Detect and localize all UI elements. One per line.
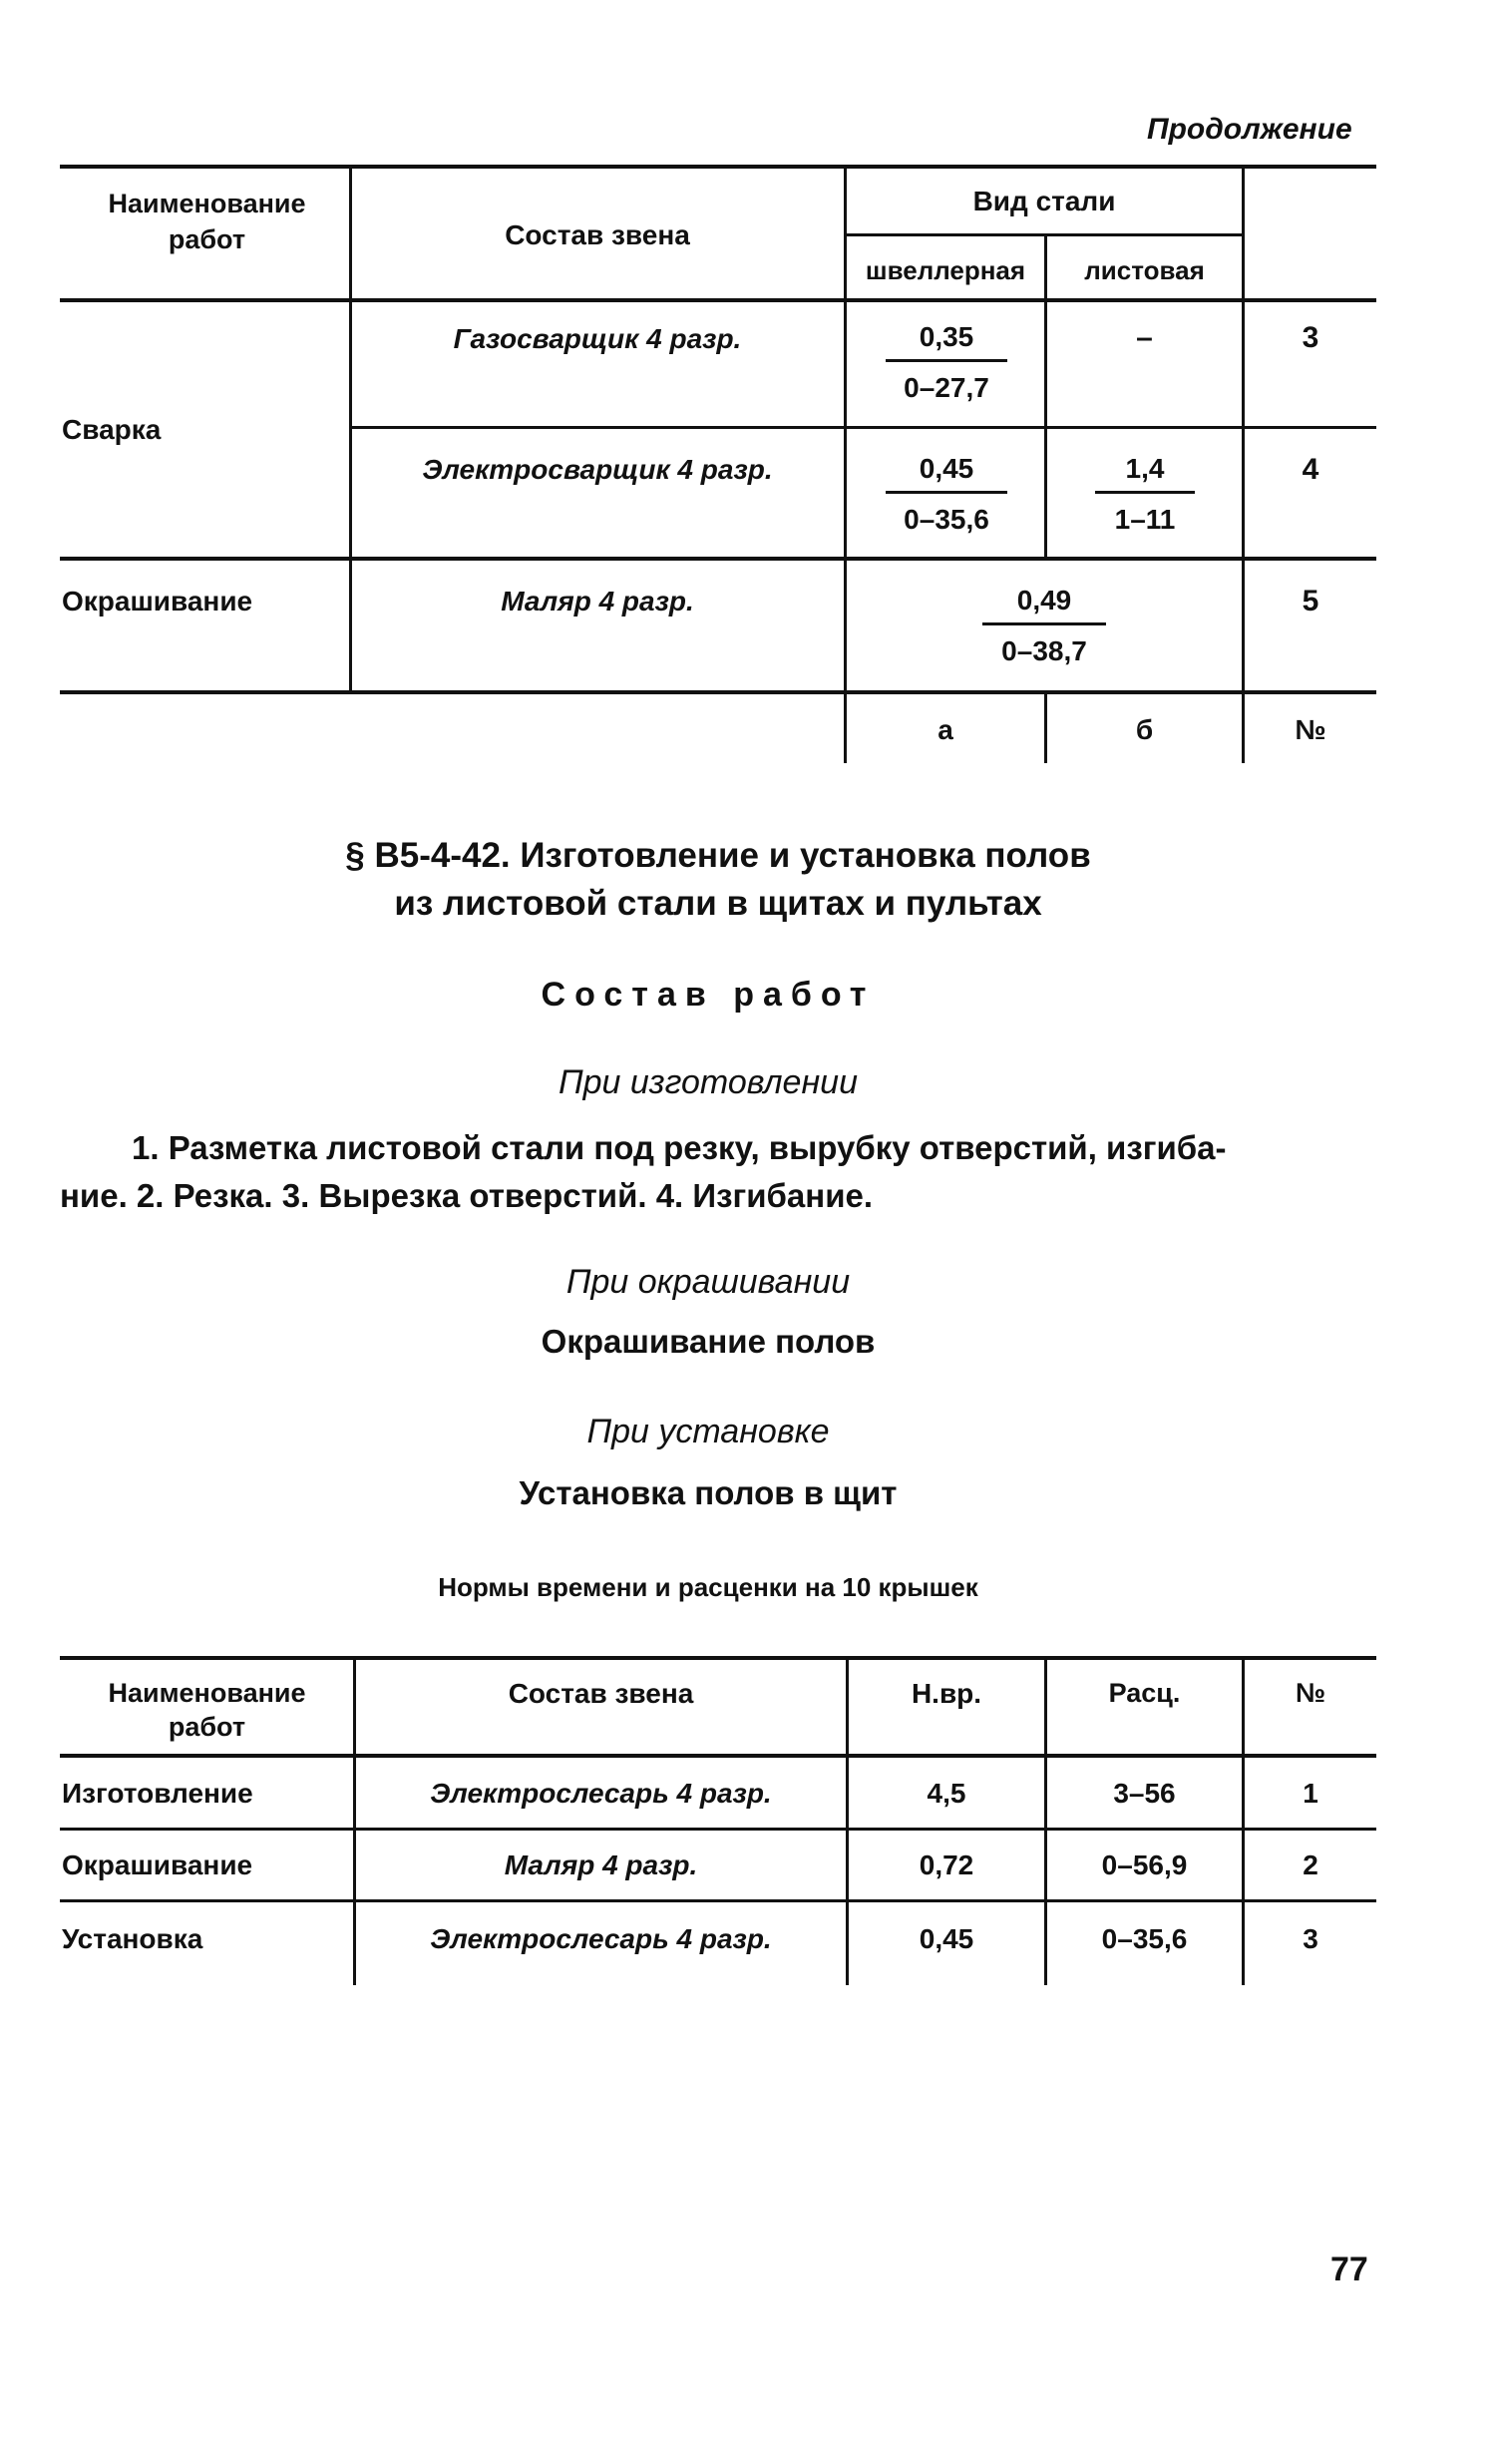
header-sheet-steel: листовая [1084,255,1205,285]
subheading-manufacturing: При изготовлении [559,1063,858,1101]
t2-no: 3 [1303,1923,1318,1954]
t2-crew: Маляр 4 разр. [504,1849,698,1880]
value-gas-welder-channel [886,321,1007,404]
value-electric-welder-sheet [1095,453,1195,536]
header-steel-type: Вид стали [972,186,1116,216]
t2-work: Установка [62,1923,203,1954]
subheading-painting: При окрашивании [565,1263,851,1301]
t2-header-crew: Состав звена [508,1678,694,1709]
rate: 0–35,6 [904,504,989,535]
page-number: 77 [1330,2251,1368,2288]
value-gas-welder-sheet: – [1136,321,1153,354]
t2-header-no: № [1295,1678,1326,1708]
row-number-5: 5 [1302,585,1319,617]
norms-heading: Нормы времени и расценки на 10 крышек [438,1572,978,1602]
t2-header-rate: Расц. [1108,1678,1181,1708]
t2-crew: Электрослесарь 4 разр. [430,1778,772,1809]
t2-no: 1 [1303,1778,1318,1809]
t2-work: Окрашивание [62,1849,253,1880]
continuation-label: Продолжение [1147,113,1352,146]
t2-rate: 0–35,6 [1101,1923,1188,1954]
section-title-line1: § В5-4-42. Изготовление и установка полов [345,836,1091,875]
crew-electric-welder: Электросварщик 4 разр. [422,454,773,485]
t2-rate: 0–56,9 [1101,1849,1188,1880]
row-label-welding: Сварка [62,414,162,445]
value-painter-combined [982,585,1106,667]
t2-header-work-name: Наименование работ [108,1678,306,1742]
t2-norm-time: 4,5 [927,1778,966,1809]
row-number-3: 3 [1302,321,1319,354]
column-index-no: № [1295,714,1326,745]
norm-time: 1,4 [1125,453,1165,484]
rate: 0–27,7 [904,372,989,403]
row-label-painting: Окрашивание [62,586,253,616]
manufacturing-text-line2: ние. 2. Резка. 3. Вырезка отверстий. 4. Изгибание. [60,1177,874,1214]
installation-text: Установка полов в щит [519,1474,898,1511]
norm-time: 0,35 [919,321,974,352]
t2-no: 2 [1303,1849,1318,1880]
column-index-a: а [937,714,953,745]
painting-text: Окрашивание полов [541,1323,876,1360]
header-channel-steel: швеллерная [865,255,1026,285]
section-title-line2: из листовой стали в щитах и пультах [394,884,1042,923]
crew-gas-welder: Газосварщик 4 разр. [453,323,742,354]
crew-painter: Маляр 4 разр. [501,586,694,616]
t2-rate: 3–56 [1113,1778,1176,1809]
header-work-name: Наименование работ [108,189,306,254]
row-number-4: 4 [1302,453,1319,486]
rate: 0–38,7 [1001,635,1087,666]
t2-crew: Электрослесарь 4 разр. [430,1923,772,1954]
value-electric-welder-channel [886,453,1007,536]
header-crew: Состав звена [505,219,690,250]
t2-header-norm-time: Н.вр. [911,1678,982,1709]
norm-time: 0,45 [919,453,974,484]
composition-heading: Состав работ [541,976,876,1014]
manufacturing-text-line1: 1. Разметка листовой стали под резку, вырубку отверстий, изгиба- [132,1129,1227,1166]
t2-work: Изготовление [62,1778,253,1809]
t2-norm-time: 0,72 [919,1849,974,1880]
subheading-installation: При установке [586,1413,830,1450]
t2-norm-time: 0,45 [919,1923,974,1954]
rate: 1–11 [1114,504,1176,535]
norm-time: 0,49 [1016,585,1072,616]
column-index-b: б [1135,714,1154,745]
